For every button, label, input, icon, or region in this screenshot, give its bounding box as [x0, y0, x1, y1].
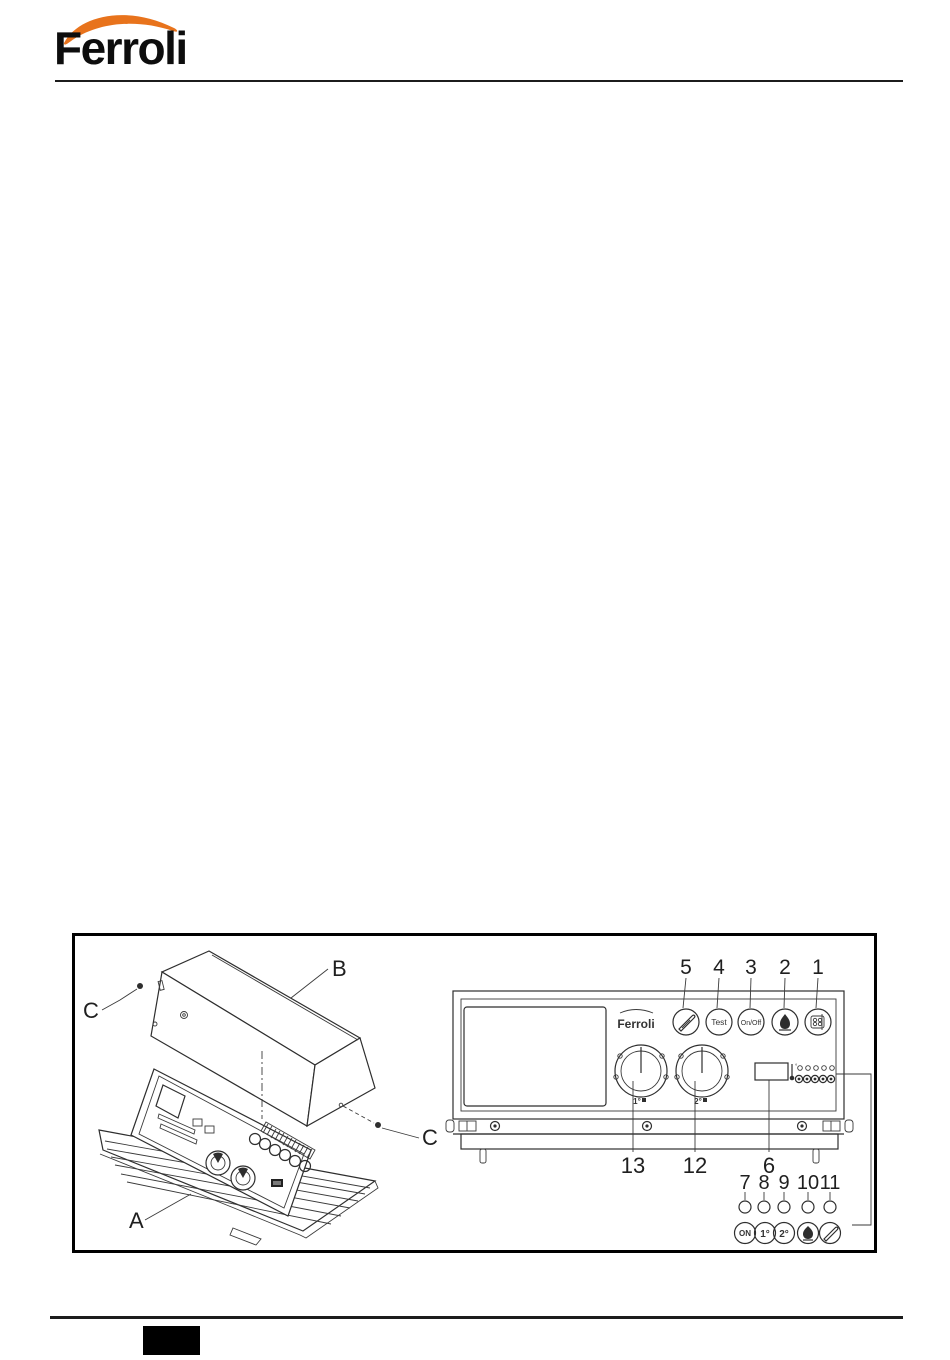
knob-13-label: 1°	[633, 1097, 641, 1106]
panel-base	[446, 1120, 853, 1163]
knob-13	[614, 1045, 668, 1106]
board-label	[271, 1179, 283, 1187]
figure-drawing	[75, 936, 874, 1250]
callout-8: 8	[758, 1172, 770, 1194]
svg-text:ON: ON	[739, 1229, 751, 1238]
board-knob	[231, 1166, 255, 1190]
svg-text:2°: 2°	[779, 1229, 789, 1240]
callout-12: 12	[682, 1153, 708, 1178]
test-button	[706, 1009, 732, 1035]
callout-9: 9	[778, 1172, 790, 1194]
led-row-bottom	[795, 1075, 834, 1082]
legend-2nd-stage	[774, 1223, 795, 1244]
footer-rule	[50, 1316, 903, 1319]
callout-13: 13	[620, 1153, 646, 1178]
leader-a	[145, 1194, 191, 1220]
svg-text:Test: Test	[711, 1017, 727, 1027]
panel-outline	[453, 991, 844, 1119]
burner-button	[772, 1009, 798, 1035]
front-view	[446, 956, 871, 1244]
knob-12-label: 2°	[694, 1097, 702, 1106]
mode-button	[673, 1009, 699, 1035]
panel-leg	[813, 1149, 819, 1163]
legend-on	[735, 1223, 756, 1244]
callout-2: 2	[779, 956, 791, 979]
led-legend	[735, 1172, 841, 1244]
panel-brand	[617, 1010, 654, 1032]
callout-b: B	[332, 956, 347, 981]
led-legend-leader	[836, 1074, 871, 1225]
thermometer-icon	[790, 1064, 798, 1080]
onoff-button	[738, 1009, 764, 1035]
callout-6: 6	[762, 1153, 776, 1178]
svg-text:Ferroli: Ferroli	[617, 1017, 655, 1031]
ferroli-logo	[52, 6, 202, 74]
callout-c-right: C	[422, 1125, 438, 1150]
aux-display	[755, 1063, 788, 1080]
radiator-icon	[811, 1014, 824, 1030]
callout-4: 4	[713, 956, 725, 979]
page-number-block	[143, 1326, 200, 1355]
board-knob	[206, 1151, 230, 1175]
callout-c-left: C	[83, 998, 99, 1023]
callout-7: 7	[739, 1172, 751, 1194]
legend-1st-stage	[755, 1223, 776, 1244]
logo-wordmark: Ferroli	[54, 22, 187, 74]
legend-flame-icon	[798, 1223, 819, 1244]
header-rule	[55, 80, 903, 82]
screw-right	[343, 1106, 419, 1138]
svg-text:°: °	[795, 1064, 798, 1070]
panel-leg	[480, 1149, 486, 1163]
panel-display	[464, 1007, 606, 1106]
knob-12	[675, 1045, 729, 1106]
legend-mode-icon	[820, 1223, 841, 1244]
screw-left	[102, 983, 143, 1010]
leader-b	[291, 969, 328, 998]
led-row-top	[798, 1066, 835, 1071]
figure-box	[72, 933, 877, 1253]
mode-icon	[679, 1015, 695, 1031]
callout-10: 10	[796, 1172, 820, 1194]
callout-3: 3	[745, 956, 757, 979]
callout-5: 5	[680, 956, 692, 979]
svg-text:On/Off: On/Off	[740, 1020, 762, 1027]
callout-a: A	[129, 1208, 144, 1233]
svg-text:1°: 1°	[760, 1229, 770, 1240]
top-callouts	[680, 956, 824, 1008]
exploded-view	[83, 951, 438, 1245]
heating-button	[805, 1009, 831, 1035]
flame-icon	[779, 1014, 791, 1030]
callout-11: 11	[819, 1172, 841, 1194]
callout-1: 1	[812, 956, 824, 979]
